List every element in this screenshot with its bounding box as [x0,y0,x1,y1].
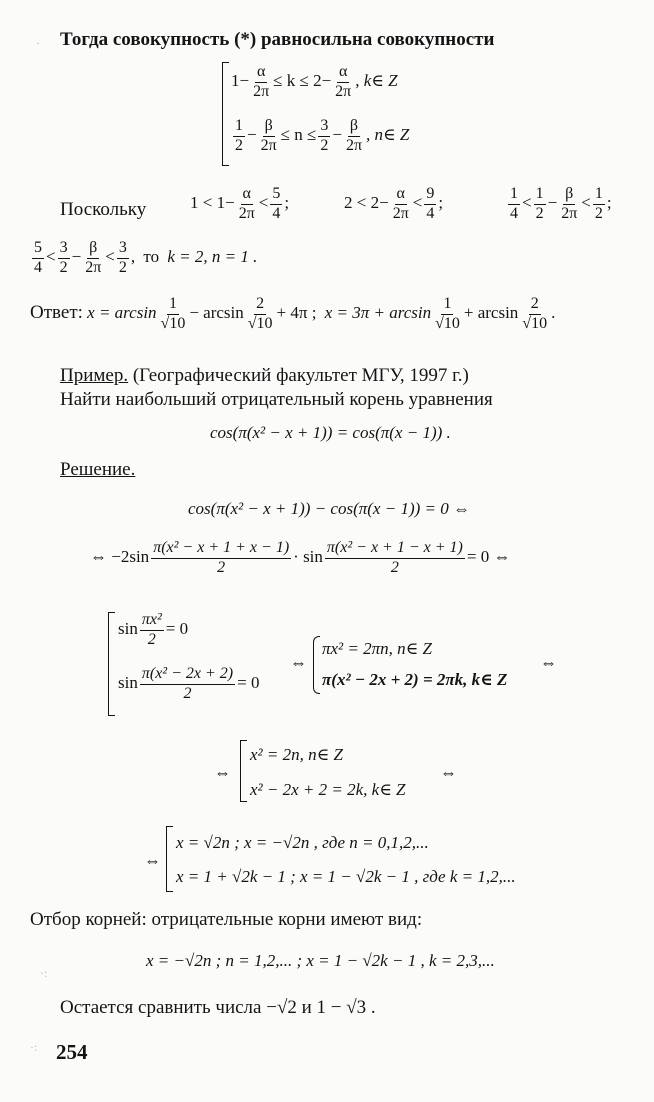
system1-row2: $\frac{1}{2}$ − $\frac{\beta}{2\pi}$ ≤ n ≤ $\frac{3}{2}$ − $\frac{\beta}{2\pi}$ , n∈ Z [235,117,410,154]
system3-left2: sin $\frac{\text{π(x² − 2x + 2)}}{2}$ = 0 [118,665,260,702]
scan-speck: ·: [30,1040,38,1054]
inequality-3: $\frac{1}{4}$ < $\frac{1}{2}$ − $\frac{\beta}{2\pi}$ < $\frac{1}{2}$ ; [510,185,612,222]
scan-speck: ·: [40,966,48,980]
compare-text: Остается сравнить числа −√2 и 1 − √3 . [60,997,376,1018]
system3-right1: πx² = 2πn, n∈ Z [322,639,432,658]
system1-row1: 1− $\frac{\alpha}{2\pi}$ ≤ k ≤ 2− $\frac{\alpha}{2\pi}$ , k∈ Z [231,63,398,100]
system5-bracket [166,826,173,892]
example-heading: Пример. (Географический факультет МГУ, 1997 г.) [60,365,469,386]
system3-tail: ⇔ [540,653,557,672]
selection-text: Отбор корней: отрицательные корни имеют вид: [30,909,423,930]
answer-line: Ответ: x = arcsin $\frac{1}{√10}$ − arcsin $\frac{2}{√10}$ + 4π ; x = 3π + arcsin $\frac{1}{√10}$ + arcsin $\frac{2}{√10}$ . [30,295,556,332]
inequality-4: $\frac{5}{4}$ < $\frac{3}{2}$ − $\frac{\beta}{2\pi}$ < $\frac{3}{2}$ , то k = 2, n = 1 . [34,239,258,276]
system4-arrow: ⇔ [214,763,231,782]
system-bracket [222,62,229,166]
system3-left1: sin $\frac{\text{πx²}}{2}$ = 0 [118,611,189,648]
example-task: Найти наибольший отрицательный корень уравнения [60,389,493,410]
inequality-2: 2 < 2− $\frac{\alpha}{2\pi}$ < $\frac{9}{4}$ ; [344,185,444,222]
system5-arrow: ⇔ [144,851,161,870]
system3-right2: π(x² − 2x + 2) = 2πk, k∈ Z [322,670,508,689]
selection-roots: x = −√2n ; n = 1,2,... ; x = 1 − √2k − 1 , k = 2,3,... [146,951,495,970]
system3-bracket [108,612,115,716]
system5-row2: x = 1 + √2k − 1 ; x = 1 − √2k − 1 , где k = 1,2,... [176,867,516,886]
system3-brace [313,636,320,694]
since-word: Поскольку [60,199,147,220]
page-number: 254 [56,1040,88,1064]
example-equation: cos(π(x² − x + 1)) = cos(π(x − 1)) . [210,423,451,442]
system5-row1: x = √2n ; x = −√2n , где n = 0,1,2,... [176,833,429,852]
system4-tail: ⇔ [440,763,457,782]
system4-bracket [240,740,247,802]
system4-row2: x² − 2x + 2 = 2k, k∈ Z [250,780,406,799]
scan-speck: · [36,36,40,50]
system3-arrow: ⇔ [290,653,307,672]
inequality-1: 1 < 1− $\frac{\alpha}{2\pi}$ < $\frac{5}{4}$ ; [190,185,290,222]
solution-eq2: ⇔ −2sin $\frac{\text{π(x² − x + 1 + x − 1)}}{2}$ · sin $\frac{\text{π(x² − x + 1 − x + 1)}}{2}$ = 0 ⇔ [90,539,511,576]
solution-heading: Решение. [60,459,136,480]
intro-text: Тогда совокупность (*) равносильна совокупности [60,29,495,50]
solution-eq1: cos(π(x² − x + 1)) − cos(π(x − 1)) = 0 ⇔ [188,499,470,518]
system4-row1: x² = 2n, n∈ Z [250,745,343,764]
